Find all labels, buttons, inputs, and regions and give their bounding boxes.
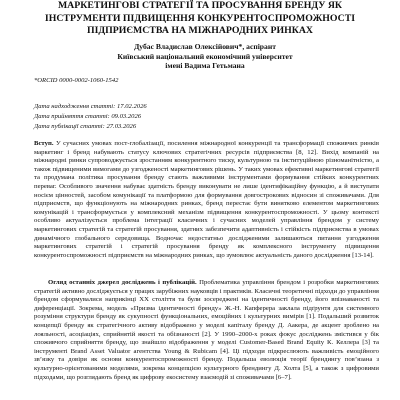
author-name: Дубас Владислав Олексійович*, аспірант [134, 42, 276, 51]
review-heading: Огляд останніх джерел досліджень і публікацій. [48, 279, 197, 286]
title-line: ІНСТРУМЕНТИ ПІДВИЩЕННЯ КОНКУРЕНТОСПРОМОЖНОСТІ [44, 12, 356, 24]
introduction-text: У сучасних умовах пост-глобалізації, посилення міжнародної конкуренції та трансформації споживчих ринків маркетинг і бренд набувають статусу ключових стратегічних ресурсів підприємства [8, 12]. Вихід компаній на міжнародні ринки супроводжується зростанням конкурентного тиску, культурною та інституційною різноманітністю, а також підвищеними вимогами до узгодженості маркетингових рішень. У таких умовах ефективні маркетингові стратегії та продумана політика просування бренду стають важливими інструментами формування стійких конкурентних переваг. Особливого значення набуває здатність бренду виконувати не лише ідентифікаційну функцію, а й виступати носієм цінностей, засобом комунікації та платформою для формування довгострокових відносин зі споживачами. Для підприємств, що функціонують на міжнародних ринках, бренд перестає бути винятково елементом маркетингових комунікацій і трансформується у комплексний механізм підвищення конкурентоспроможності. У цьому контексті особливо актуалізується проблема інтеграції класичних і сучасних моделей управління брендом у систему маркетингових стратегій та стратегій просування, здатних забезпечити адаптивність і стійкість підприємства в умовах динамічного глобального середовища. Водночас недостатньо дослідженими залишаються питання узгодження маркетингових стратегій і стратегій просування бренду як комплексного інструменту підвищення конкурентоспроможності підприємств на міжнародних ринках, що зумовлює актуальність даного дослідження [13-14]. [34, 140, 379, 259]
title-line: МАРКЕТИНГОВІ СТРАТЕГІЇ ТА ПРОСУВАННЯ БРЕНДУ ЯК [57, 0, 343, 11]
received-date: Дата надходження статті: 17.02.2026 [34, 103, 147, 110]
introduction-paragraph [34, 140, 379, 260]
title-line: ПІДПРИЄМСТВА НА МІЖНАРОДНИХ РИНКАХ [87, 25, 313, 36]
author-affiliation: Київський національний економічний університет [117, 51, 293, 61]
orcid-note: *ORCID 0000-0002-1060-1542 [34, 77, 119, 84]
accepted-date: Дата прийняття статті: 09.03.2026 [34, 113, 142, 120]
published-date: Дата публікації статті: 27.03.2026 [34, 123, 137, 130]
author-block [90, 42, 320, 71]
article-dates [34, 102, 147, 132]
introduction-heading: Вступ. [34, 140, 54, 147]
review-text: Проблематика управління брендом і розробки маркетингових стратегій активно досліджується у працях зарубіжних науковців і практиків. Класичні теоретичні підходи до управління брендом сформувалися наприкінці XX століття та були зосереджені на ідентичності бренду, його впізнаваності та диференціації. Зокрема, модель «Призма ідентичності бренду» Ж.-Н. Капферера заклала підґрунтя для системного розуміння структури бренду як сукупності функціональних, емоційних і культурних вимірів [1]. Подальший розвиток концепції бренду як стратегічного активу відображено у моделі капіталу бренду Д. Аакера, де акцент зроблено на лояльності, асоціаціях, сприйнятій якості та обізнаності [2]. У 1990–2000-х роках фокус досліджень змістився у бік споживчого сприйняття бренду, що знайшло відображення у моделі Customer-Based Brand Equity К. Келлера [3] та інструменті Brand Asset Valuator агентства Young & Rubicam [4]. Ці підходи підкреслюють важливість емоційного зв’язку та довіри як основи конкурентоспроможності бренду. Подальша еволюція теорії брендингу пов’язана з культурно-орієнтованими моделями, зокрема концепцією культурного брендингу Д. Холта [5], а також з цифровими підходами, що розглядають бренд як цифрову екосистему взаємодій зі споживачами [6–7]. [34, 279, 379, 381]
review-paragraph [34, 279, 379, 382]
paper-title [20, 0, 380, 38]
author-affiliation-2: імені Вадима Гетьмана [165, 61, 245, 70]
